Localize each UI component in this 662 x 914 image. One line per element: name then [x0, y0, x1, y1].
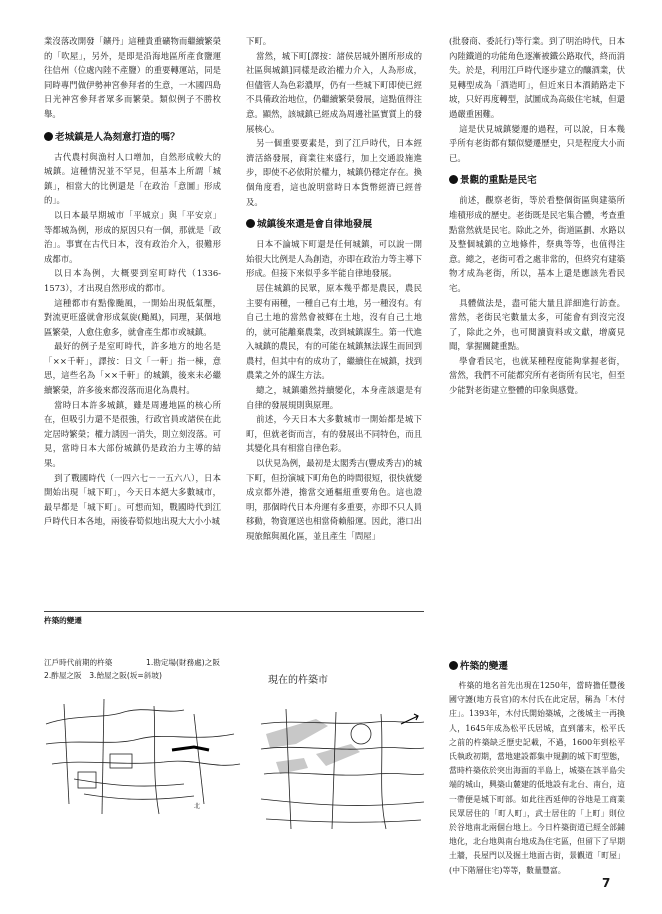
bullet-icon — [449, 661, 458, 670]
map-left-title: 江戶時代前期的杵築 — [44, 658, 113, 667]
page-number: 7 — [602, 876, 611, 890]
paragraph: 以日本最早期城市「平城京」與「平安京」等都城為例，形成的原因只有一個，那就是「政治」。事實在古代日本，沒有政治介入，很難形成都市。 — [44, 209, 221, 264]
lead-text-col3 — [449, 34, 625, 165]
paragraph: 以伏見為例，最初是太閣秀吉(豐成秀吉)的城下町，但扮演城下町角色的時間很短，很快就變成京都外港，擔當交通樞紐重要角色。這也證明，那個時代日本舟運有多重要，亦即不只人員移動，物資運送也相當倚賴船運。因此，港口出現旅館與風化區，並且產生「問屋」 — [246, 458, 422, 541]
section-heading-1: 老城鎮是人為刻意打造的嗎？ — [44, 131, 221, 145]
section-body-1 — [44, 150, 221, 529]
paragraph: 居住城鎮的民眾，原本幾乎都是農民，農民主要有兩種，一種自己有土地，另一種沒有。有自己土地的當然會被鄉在土地，沒有自己土地的，就可能離棄農業，改到城鎮謀生。第一代進入城鎮的農民，有的可能在城鎮無法謀生而回到農村，但其中有的成功了，繼續住在城鎮，找到農業之外的謀生方法。 — [246, 282, 422, 381]
lead-text-col1 — [44, 34, 221, 122]
paragraph: 業沒落改開發「鑛丹」這種貴重礦物而繼續繁榮的「吹屋」，另外，是即是沿海地區所產食鹽運往信州（位處內陸不產鹽）的重要轉運站，同是同時專門做伊勢神宮參拜者的生意，一木國四島日光神宮參拜者眾多而繁榮。類似例子不勝枚舉。 — [44, 36, 221, 119]
bullet-icon — [246, 219, 255, 228]
paragraph: 前述，觀察老街，等於看整個街區與建築所堆積形成的歷史。老街既是民宅集合體，考查重點當然就是民宅。除此之外，街道區劃、水路以及整個城鎮的立地條件，祭典等等，也值得注意。總之，老街可看之處非常的，但終究有建築物才成為老街，所以，基本上還是應該先看民宅。 — [449, 195, 625, 293]
sidebar-body — [449, 679, 625, 878]
lead-text-col2 — [246, 34, 422, 209]
figure-title: 杵築的變遷 — [44, 616, 82, 625]
section-heading-3: 景觀的重點是民宅 — [449, 174, 625, 188]
map-right-title: 現在的杵築市 — [268, 675, 328, 686]
paragraph: 下町。 — [246, 36, 272, 46]
map-right-drawing — [256, 704, 426, 834]
paragraph: 到了戰國時代（一四六七－一五六八），日本開始出現「城下町」，今天日本絕大多數城市，最早都是「城下町」。可想而知，戰國時代到江戶時代日本各地，兩後春筍似地出現大大小小城 — [44, 472, 221, 527]
map-left-drawing — [44, 684, 242, 820]
paragraph: 具體做法是，盡可能大量且詳細進行訪查。當然，老街民宅數量太多，可能會有到沒完沒了，除此之外，也可閱讀資料或文獻，增廣見聞，掌握關鍵重點。 — [449, 297, 625, 352]
paragraph: (批發商、委託行)等行業。到了明治時代，日本內陸鐵道的功能角色逐漸被鐵公路取代，終而消失。於是，利用江戶時代逐步建立的釀酒業，伏見轉型成為「酒造町」，但近來日本酒銷路走下坡，只好再度轉型，試圖成為高級住宅城，但還過嚴重困難。 — [449, 36, 625, 119]
paragraph: 以日本為例，大概要到室町時代（1336-1573），才出現自然形成的都市。 — [44, 268, 221, 293]
paragraph: 這是伏見城鎮變遷的過程，可以說，日本幾乎所有老街都有類似變遷歷史，只是程度大小而已。 — [449, 123, 625, 163]
paragraph: 日本不論城下町還是任何城鎮，可以說一開始很大比例是人為創造，亦即在政治力等主導下形成。但接下來似乎多半能自律地發展。 — [246, 239, 422, 279]
map-left-legend: 1.勘定場(財務處)之阪 — [146, 658, 220, 667]
text-column-1 — [44, 34, 221, 529]
text-column-3 — [449, 34, 625, 398]
paragraph: 前述，今天日本大多數城市一開始都是城下町，但就老街而言，有的發展出不同特色，而且其變化具有相當自律色彩。 — [246, 414, 422, 454]
text-column-2 — [246, 34, 422, 544]
paragraph: 杵築的地名首先出現在1250年，當時擔任豐後國守護(地方長官)的木付氏在此定居，稱為「木付庄」。1393年，木付氏開始築城，之後城主一再換人，1645年成為松平氏居城，直到藩末，松平氏之前的杵築缺乏歷史記載，不過，1600年到松平氏執政初期，當地建設都集中規劃的城下町型態，當時杵築依於突出海面的半島上，城築在該半島尖端的城山，興築山麓建的低地設有北台、南台，這一帶便是城下町部。如此往西延伸的谷地是工商業民眾居住的「町人町」，武士居住的「上町」則位於谷地南北兩個台地上。今日杵築街道已經全部鋪地化，北台地與南台地成為住宅區，但留下了早期土牆，長屋門以及掘土地面古街，景觀道「町屋」(中下階層住宅)等等，數量豐富。 — [449, 681, 625, 875]
bullet-icon — [449, 175, 458, 184]
sidebar-article — [449, 660, 625, 878]
paragraph: 古代農村與漁村人口增加，自然形成較大的城鎮。這種情況並不罕見，但基本上所謂「城鎮」，相當大的比例還是「在政治「意圖」形成的」。 — [44, 151, 221, 206]
paragraph: 另一個重要要素是，到了江戶時代，日本經濟活絡發展，商業往來盛行，加上交通設施進步，即使不必依附於權力，城鎮仍穩定存在。換個角度看，這也說明當時日本貨幣經濟已經普及。 — [246, 138, 422, 207]
section-body-2 — [246, 237, 422, 543]
section-heading-2: 城鎮後來還是會自律地發展 — [246, 218, 422, 232]
paragraph: 學會看民宅，也就某種程度能夠掌握老街，當然，我們不可能都究所有老街所有民宅，但至少能對老街建立整體的印象與感覺。 — [449, 355, 625, 396]
sidebar-heading: 杵築的變遷 — [449, 660, 625, 674]
paragraph: 當時日本許多城鎮，雖是周邊地區的核心所在，但吸引力還不是很強，行政官員或諸侯在此定居時繁榮；權力誘因一消失，則立刻沒落。可見，當時日本大部份城鎮仍是政治力主導的結果。 — [44, 399, 221, 469]
paragraph: 這種都市有點像颱風，一開始出現低氣壓，對流更旺盛就會形成氣旋(颱風)，同理，某個地區繁榮，人愈住愈多，就會產生都市或城鎮。 — [44, 297, 221, 337]
section-body-3 — [449, 193, 625, 397]
paragraph: 總之，城鎮雖然持續變化，本身產該還是有自律的發展規則與原理。 — [246, 385, 422, 410]
bullet-icon — [44, 132, 53, 141]
map-left-legend-2: 2.酢屋之阪 3.飴屋之阪(坂=斜坡) — [44, 671, 162, 680]
figure-rule — [44, 611, 424, 612]
paragraph: 最好的例子是室町時代，許多地方的地名是「××千軒」，譯按：日文「一軒」指一棟，意思，這些名為「××千軒」的城鎮，後來未必繼續繁榮，許多後來都沒落而退化為農村。 — [44, 341, 221, 396]
svg-text:北: 北 — [194, 803, 201, 810]
paragraph: 當然，城下町[譯按：諸侯居城外圍所形成的社區與城鎮]同樣是政治權力介入，人為形成，但儘管人為色彩濃厚，仍有一些城下町即使已經不具備政治地位，仍繼續繁榮發展，這點值得注意。顯然，該城鎮已經成為周邊社區實質上的發展核心。 — [246, 50, 422, 134]
